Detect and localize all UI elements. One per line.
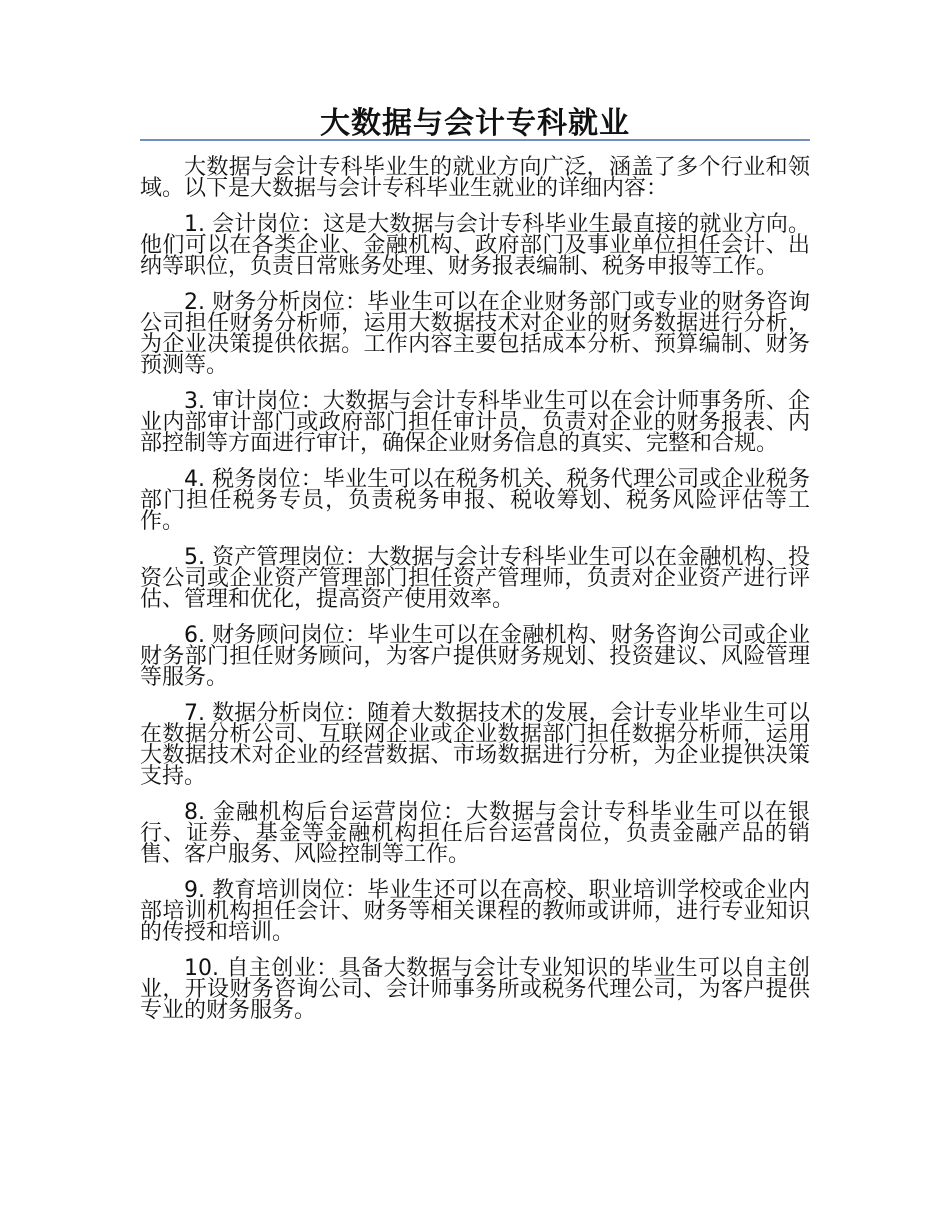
paragraph-entrepreneurship: 10. 自主创业：具备大数据与会计专业知识的毕业生可以自主创业，开设财务咨询公司、会计师事务所或税务代理公司，为客户提供专业的财务服务。	[140, 956, 810, 1023]
document-body	[140, 157, 810, 1036]
paragraph-accounting: 1. 会计岗位：这是大数据与会计专科毕业生最直接的就业方向。他们可以在各类企业、金融机构、政府部门及事业单位担任会计、出纳等职位，负责日常账务处理、财务报表编制、税务申报等工作。	[140, 212, 810, 279]
paragraph-financial-analysis: 2. 财务分析岗位：毕业生可以在企业财务部门或专业的财务咨询公司担任财务分析师，运用大数据技术对企业的财务数据进行分析，为企业决策提供依据。工作内容主要包括成本分析、预算编制、财务预测等。	[140, 290, 810, 378]
paragraph-audit: 3. 审计岗位：大数据与会计专科毕业生可以在会计师事务所、企业内部审计部门或政府部门担任审计员，负责对企业的财务报表、内部控制等方面进行审计，确保企业财务信息的真实、完整和合规。	[140, 389, 810, 456]
paragraph-asset-management: 5. 资产管理岗位：大数据与会计专科毕业生可以在金融机构、投资公司或企业资产管理部门担任资产管理师，负责对企业资产进行评估、管理和优化，提高资产使用效率。	[140, 545, 810, 612]
document-title: 大数据与会计专科就业	[320, 106, 630, 141]
title-underline	[140, 139, 810, 141]
paragraph-data-analysis: 7. 数据分析岗位：随着大数据技术的发展，会计专业毕业生可以在数据分析公司、互联网企业或企业数据部门担任数据分析师，运用大数据技术对企业的经营数据、市场数据进行分析，为企业提供决策支持。	[140, 701, 810, 789]
paragraph-financial-advisor: 6. 财务顾问岗位：毕业生可以在金融机构、财务咨询公司或企业财务部门担任财务顾问，为客户提供财务规划、投资建议、风险管理等服务。	[140, 623, 810, 690]
paragraph-back-office: 8. 金融机构后台运营岗位：大数据与会计专科毕业生可以在银行、证券、基金等金融机构担任后台运营岗位，负责金融产品的销售、客户服务、风险控制等工作。	[140, 800, 810, 867]
paragraph-tax: 4. 税务岗位：毕业生可以在税务机关、税务代理公司或企业税务部门担任税务专员，负责税务申报、税收筹划、税务风险评估等工作。	[140, 467, 810, 534]
paragraph-education: 9. 教育培训岗位：毕业生还可以在高校、职业培训学校或企业内部培训机构担任会计、财务等相关课程的教师或讲师，进行专业知识的传授和培训。	[140, 878, 810, 945]
intro-paragraph: 大数据与会计专科毕业生的就业方向广泛，涵盖了多个行业和领域。以下是大数据与会计专科毕业生就业的详细内容：	[140, 155, 810, 201]
